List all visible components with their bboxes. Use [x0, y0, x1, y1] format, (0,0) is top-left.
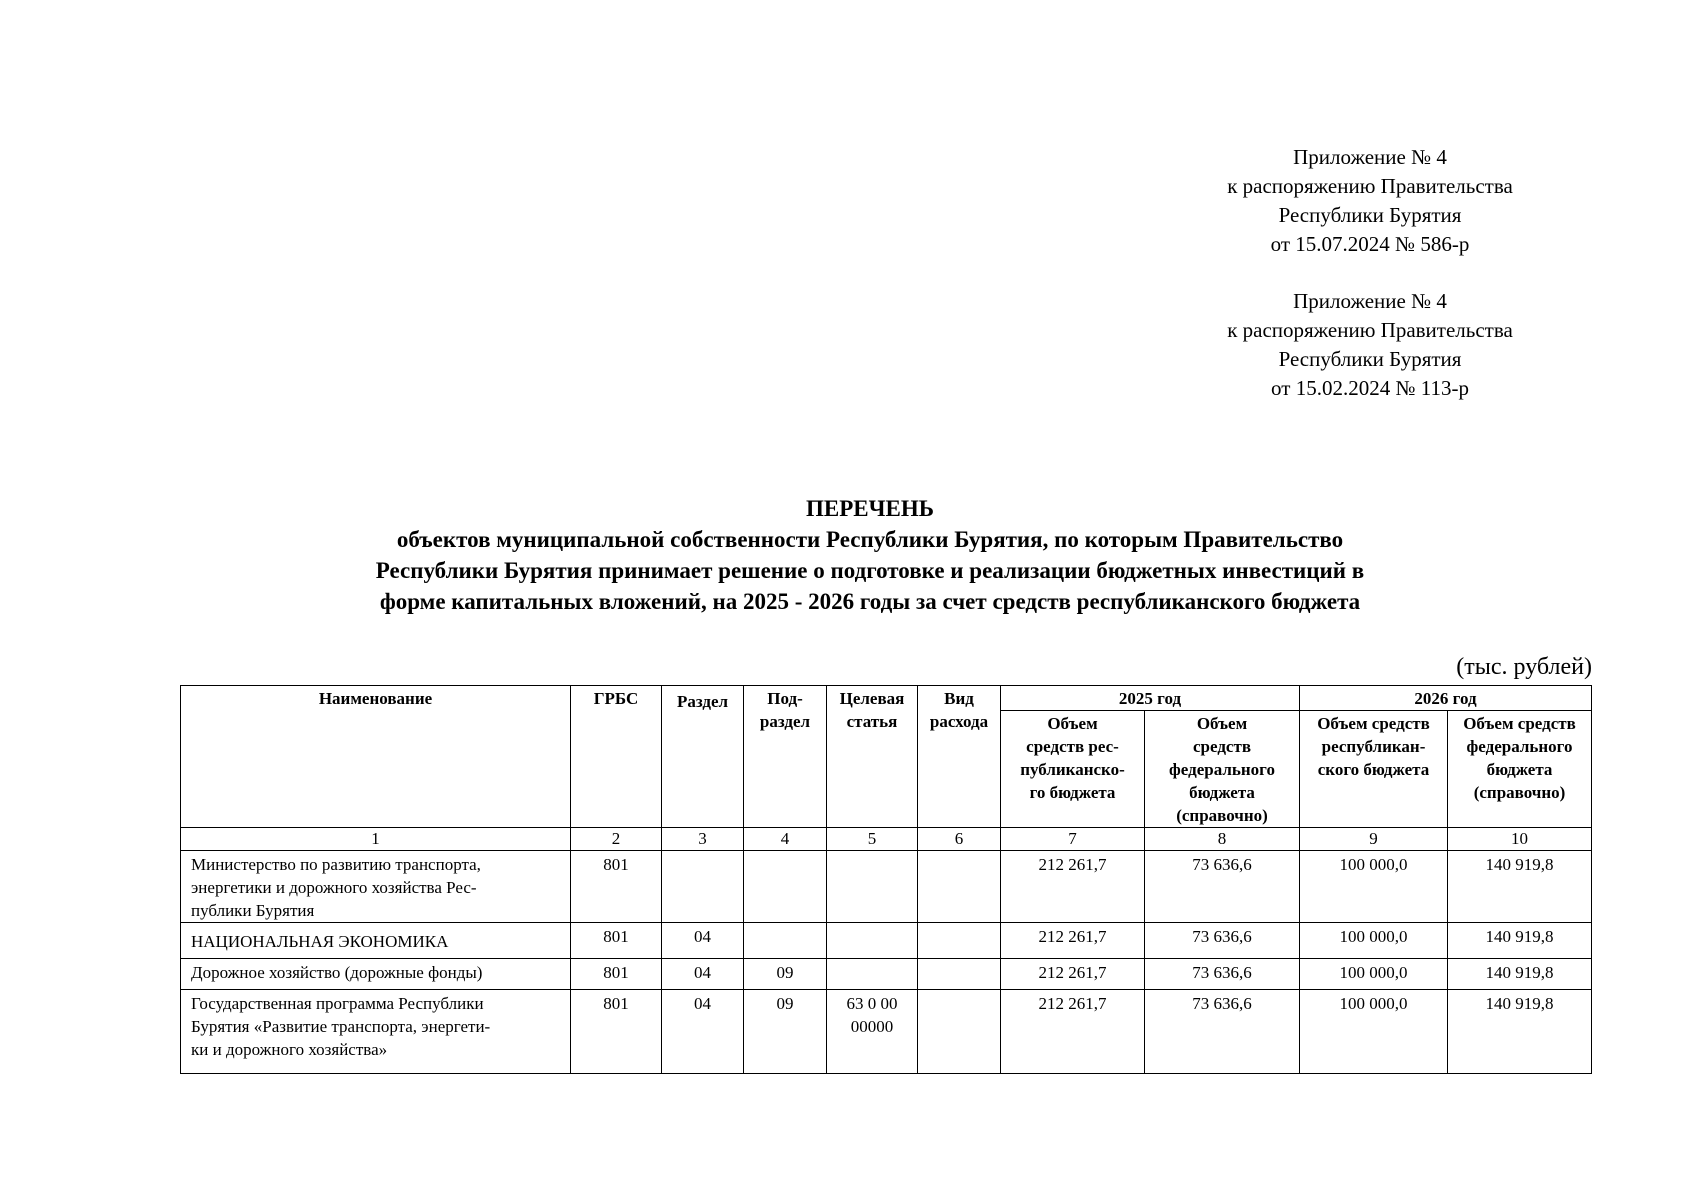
units-label: (тыс. рублей): [1456, 654, 1592, 680]
appendix-republic: Республики Бурятия: [1278, 347, 1462, 371]
row-2026-federal: 140 919,8: [1448, 851, 1592, 923]
row-name: Министерство по развитию транспорта, энергетики и дорожного хозяйства Рес- публики Бурятия: [181, 851, 571, 923]
header-col7: Объем средств рес- публиканско- го бюджета: [1001, 711, 1145, 828]
header-expense-type: Вид расхода: [918, 686, 1001, 828]
row-expense-type: [918, 923, 1001, 959]
header-name: Наименование: [181, 686, 571, 828]
row-section: 04: [662, 990, 744, 1074]
row-section: 04: [662, 959, 744, 990]
column-number: 1: [181, 828, 571, 851]
header-col8: Объем средств федерального бюджета (справочно): [1145, 711, 1300, 828]
row-subsection: [744, 923, 827, 959]
row-2025-republican: 212 261,7: [1001, 959, 1145, 990]
row-name: НАЦИОНАЛЬНАЯ ЭКОНОМИКА: [181, 923, 571, 959]
row-2025-republican: 212 261,7: [1001, 990, 1145, 1074]
header-grbs: ГРБС: [571, 686, 662, 828]
row-2026-republican: 100 000,0: [1300, 990, 1448, 1074]
title-line: объектов муниципальной собственности Республики Бурятия, по которым Правительство: [396, 527, 1344, 552]
row-subsection: 09: [744, 959, 827, 990]
header-section: Раздел: [662, 686, 744, 828]
header-col9: Объем средств республикан- ского бюджета: [1300, 711, 1448, 828]
row-2025-federal: 73 636,6: [1145, 959, 1300, 990]
column-number-row: [181, 828, 1592, 851]
row-section: 04: [662, 923, 744, 959]
row-2025-federal: 73 636,6: [1145, 923, 1300, 959]
column-number: 6: [918, 828, 1001, 851]
row-2026-federal: 140 919,8: [1448, 959, 1592, 990]
row-2026-republican: 100 000,0: [1300, 851, 1448, 923]
column-number: 9: [1300, 828, 1448, 851]
row-subsection: 09: [744, 990, 827, 1074]
row-target-item: [827, 851, 918, 923]
row-2025-republican: 212 261,7: [1001, 923, 1145, 959]
appendix-header-current: [1180, 143, 1560, 259]
appendix-ref: к распоряжению Правительства: [1227, 174, 1513, 198]
header-col10: Объем средств федерального бюджета (справочно): [1448, 711, 1592, 828]
row-target-item: [827, 923, 918, 959]
header-target-item: Целевая статья: [827, 686, 918, 828]
appendix-date: от 15.07.2024 № 586-р: [1270, 232, 1470, 256]
column-number: 7: [1001, 828, 1145, 851]
row-target-item: 63 0 00 00000: [827, 990, 918, 1074]
table-row: [181, 923, 1592, 959]
header-row: [181, 686, 1592, 711]
row-expense-type: [918, 959, 1001, 990]
row-2026-federal: 140 919,8: [1448, 990, 1592, 1074]
column-number: 4: [744, 828, 827, 851]
row-grbs: 801: [571, 851, 662, 923]
row-subsection: [744, 851, 827, 923]
title-line: форме капитальных вложений, на 2025 - 2026 годы за счет средств республиканского бюджета: [379, 589, 1361, 614]
row-name: Дорожное хозяйство (дорожные фонды): [181, 959, 571, 990]
row-2026-republican: 100 000,0: [1300, 923, 1448, 959]
appendix-ref: к распоряжению Правительства: [1227, 318, 1513, 342]
appendix-date: от 15.02.2024 № 113-р: [1271, 376, 1469, 400]
row-2026-republican: 100 000,0: [1300, 959, 1448, 990]
appendix-header-original: [1180, 287, 1560, 403]
title-line: Республики Бурятия принимает решение о подготовке и реализации бюджетных инвестиций в: [375, 558, 1365, 583]
header-year-2026: 2026 год: [1300, 686, 1592, 711]
row-name: Государственная программа Республики Бурятия «Развитие транспорта, энергети- ки и дорожного хозяйства»: [181, 990, 571, 1074]
row-2025-federal: 73 636,6: [1145, 851, 1300, 923]
appendix-republic: Республики Бурятия: [1278, 203, 1462, 227]
column-number: 8: [1145, 828, 1300, 851]
header-year-2025: 2025 год: [1001, 686, 1300, 711]
appendix-number: Приложение № 4: [1293, 145, 1447, 169]
appendix-number: Приложение № 4: [1293, 289, 1447, 313]
row-expense-type: [918, 851, 1001, 923]
row-expense-type: [918, 990, 1001, 1074]
row-section: [662, 851, 744, 923]
row-target-item: [827, 959, 918, 990]
column-number: 10: [1448, 828, 1592, 851]
row-2026-federal: 140 919,8: [1448, 923, 1592, 959]
title-heading: ПЕРЕЧЕНЬ: [806, 496, 934, 521]
objects-table: [180, 685, 1592, 1074]
row-2025-federal: 73 636,6: [1145, 990, 1300, 1074]
row-grbs: 801: [571, 990, 662, 1074]
table-row: [181, 959, 1592, 990]
table-row: [181, 990, 1592, 1074]
column-number: 5: [827, 828, 918, 851]
row-2025-republican: 212 261,7: [1001, 851, 1145, 923]
header-subsection: Под- раздел: [744, 686, 827, 828]
row-grbs: 801: [571, 959, 662, 990]
row-grbs: 801: [571, 923, 662, 959]
document-title: [160, 493, 1580, 617]
column-number: 2: [571, 828, 662, 851]
column-number: 3: [662, 828, 744, 851]
table-row: [181, 851, 1592, 923]
